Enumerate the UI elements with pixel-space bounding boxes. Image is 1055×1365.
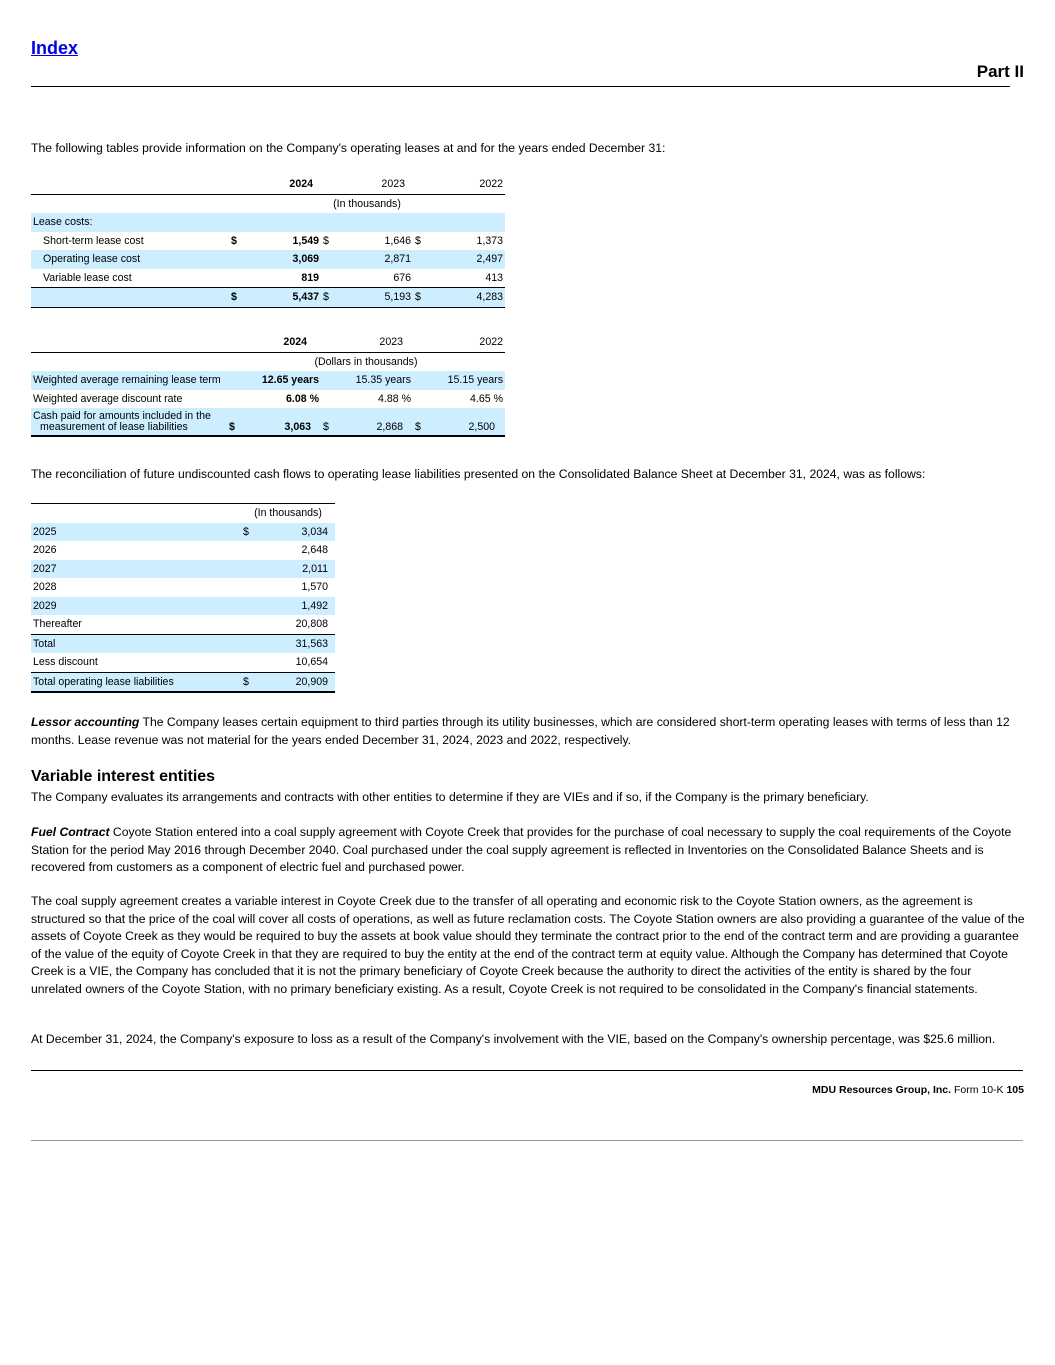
row-value: 1,492 bbox=[261, 597, 335, 616]
row-label: 2027 bbox=[31, 560, 241, 579]
value-2023: 2,868 bbox=[335, 408, 413, 436]
lessor-title: Lessor accounting bbox=[31, 715, 140, 729]
page-footer bbox=[812, 1084, 1024, 1096]
row-label: Less discount bbox=[31, 653, 241, 672]
row-label: 2025 bbox=[31, 523, 241, 542]
table-row bbox=[31, 597, 335, 616]
table-row bbox=[31, 560, 335, 579]
total-2022: 4,283 bbox=[427, 288, 505, 308]
row-value: 20,808 bbox=[261, 615, 335, 634]
dollar-sign: $ bbox=[229, 288, 243, 308]
header-divider bbox=[31, 86, 1010, 87]
row-value: 31,563 bbox=[261, 634, 335, 653]
dollar-sign: $ bbox=[321, 288, 335, 308]
year-header: 2023 bbox=[379, 336, 403, 349]
lease-costs-table bbox=[31, 175, 505, 308]
table-row bbox=[31, 523, 335, 542]
row-value: 1,570 bbox=[301, 581, 328, 594]
value-2024: 819 bbox=[301, 271, 319, 284]
index-link[interactable]: Index bbox=[31, 38, 79, 58]
lessor-text: The Company leases certain equipment to third parties through its utility businesses, which are considered short-term operating leases with terms of less than 12 months. Lease revenue was not material for the years ended December 31, 2024, 2023 and 2022, respectively. bbox=[31, 715, 1010, 747]
table-row bbox=[31, 250, 505, 269]
value-2024: 6.08 % bbox=[286, 392, 319, 405]
row-label: 2026 bbox=[33, 544, 57, 557]
value-2022: 4.65 % bbox=[470, 392, 503, 405]
table-header-row bbox=[31, 333, 505, 352]
value-2023: 1,646 bbox=[384, 234, 411, 247]
total-row bbox=[31, 634, 335, 653]
row-value: 2,011 bbox=[261, 560, 335, 579]
value-2022: 413 bbox=[485, 271, 503, 284]
row-label: Weighted average remaining lease term bbox=[31, 371, 227, 390]
intro-text: The following tables provide information on the Company's operating leases at and for the years ended December 31: bbox=[31, 141, 666, 155]
year-header: 2024 bbox=[289, 178, 313, 191]
dollar-sign: $ bbox=[323, 234, 329, 247]
value-2022: 15.15 years bbox=[427, 371, 505, 390]
vie-intro: The Company evaluates its arrangements and contracts with other entities to determine if they are VIEs and if so, if the Company is the primary beneficiary. bbox=[31, 790, 869, 804]
unit-label: (In thousands) bbox=[241, 504, 335, 523]
vie-heading: Variable interest entities bbox=[31, 768, 216, 785]
value-2024: 3,069 bbox=[243, 250, 321, 269]
year-header: 2023 bbox=[381, 178, 405, 191]
unit-label: (In thousands) bbox=[333, 197, 401, 210]
form-label: Form 10-K bbox=[953, 1084, 1004, 1096]
table-row bbox=[31, 408, 505, 436]
value-2023: 676 bbox=[393, 271, 411, 284]
company-name: MDU Resources Group, Inc. bbox=[812, 1084, 952, 1096]
maturity-table bbox=[31, 503, 335, 693]
lease-terms-table bbox=[31, 333, 505, 437]
value-2022: 1,373 bbox=[476, 234, 503, 247]
table-row bbox=[31, 615, 335, 634]
value-2024: 1,549 bbox=[292, 234, 319, 247]
total-row bbox=[31, 288, 505, 308]
fuel-contract-text: Coyote Station entered into a coal supply agreement with Coyote Creek that provides for the purchase of coal necessary to supply the coal requirements of the Coyote Station for the period May 2016 through December 2040. Coal purchased under the coal supply agreement is reflected in Inventories on the Consolidated Balance Sheets and is recovered from customers as a component of electric fuel and purchased power. bbox=[31, 825, 1012, 874]
page-number: 105 bbox=[1006, 1084, 1024, 1096]
table-row bbox=[31, 232, 505, 251]
total-row bbox=[31, 672, 335, 692]
fuel-contract-title: Fuel Contract bbox=[31, 825, 110, 839]
value-2024: 12.65 years bbox=[241, 371, 321, 390]
row-value: 20,909 bbox=[261, 672, 335, 692]
row-label: Total operating lease liabilities bbox=[31, 672, 241, 692]
dollar-sign: $ bbox=[241, 672, 261, 692]
row-label: Operating lease cost bbox=[31, 250, 229, 269]
row-label: Short-term lease cost bbox=[43, 234, 144, 247]
lessor-paragraph bbox=[31, 714, 1025, 749]
table-row bbox=[31, 371, 505, 390]
value-2024: 3,063 bbox=[241, 408, 321, 436]
table-row bbox=[31, 578, 335, 597]
dollar-sign: $ bbox=[413, 288, 427, 308]
value-2023: 4.88 % bbox=[378, 392, 411, 405]
unit-label: (Dollars in thousands) bbox=[314, 355, 418, 368]
year-header: 2022 bbox=[479, 178, 503, 191]
table-row bbox=[31, 269, 505, 288]
dollar-sign: $ bbox=[241, 523, 261, 542]
value-2023: 2,871 bbox=[335, 250, 413, 269]
coal-supply-paragraph: The coal supply agreement creates a variable interest in Coyote Creek due to the transfer of all operating and economic risk to the Coyote Station owners, as the agreement is structured so that the price of the coal will cover all costs of operations, as well as future reclamation costs. The Coyote Station owners are also providing a guarantee of the value of the assets of Coyote Creek as they would be required to buy the assets at book value should they terminate the contract prior to the end of the contract term and are providing a guarantee of the value of the equity of Coyote Creek in that they are required to buy the entity at the end of the contract term at equity value. Although the Company has determined that Coyote Creek is a VIE, the Company has concluded that it is not the primary beneficiary of Coyote Creek because the authority to direct the activities of the entity is shared by the four unrelated owners of the Coyote Station, with no primary beneficiary existing. As a result, Coyote Creek is not required to be consolidated in the Company's financial statements. bbox=[31, 894, 1025, 996]
footer-divider bbox=[31, 1070, 1023, 1071]
row-label: Thereafter bbox=[31, 615, 241, 634]
row-value: 3,034 bbox=[261, 523, 335, 542]
reconciliation-intro: The reconciliation of future undiscounted cash flows to operating lease liabilities presented on the Consolidated Balance Sheet at December 31, 2024, was as follows: bbox=[31, 467, 926, 481]
row-label-line: measurement of lease liabilities bbox=[40, 421, 188, 433]
value-2023: 15.35 years bbox=[335, 371, 413, 390]
section-label: Lease costs: bbox=[31, 213, 505, 232]
dollar-sign: $ bbox=[321, 408, 335, 436]
row-value: 10,654 bbox=[261, 653, 335, 672]
dollar-sign: $ bbox=[227, 408, 241, 436]
total-2023: 5,193 bbox=[335, 288, 413, 308]
part-label: Part II bbox=[976, 62, 1024, 81]
dollar-sign: $ bbox=[415, 234, 421, 247]
exposure-paragraph: At December 31, 2024, the Company's exposure to loss as a result of the Company's involvement with the VIE, based on the Company's ownership percentage, was $25.6 million. bbox=[31, 1032, 996, 1046]
row-label: 2029 bbox=[31, 597, 241, 616]
dollar-sign: $ bbox=[231, 234, 237, 247]
row-label: 2028 bbox=[33, 581, 57, 594]
bottom-divider bbox=[31, 1140, 1023, 1141]
row-value: 2,648 bbox=[301, 544, 328, 557]
table-header-row bbox=[31, 175, 505, 194]
table-row bbox=[31, 390, 505, 409]
year-header: 2022 bbox=[479, 336, 503, 349]
row-label: Total bbox=[31, 634, 241, 653]
row-label-line: Cash paid for amounts included in the bbox=[33, 410, 211, 422]
year-header: 2024 bbox=[283, 336, 307, 349]
row-label: Weighted average discount rate bbox=[33, 392, 183, 405]
value-2022: 2,500 bbox=[427, 408, 505, 436]
total-2024: 5,437 bbox=[243, 288, 321, 308]
dollar-sign: $ bbox=[413, 408, 427, 436]
table-row bbox=[31, 653, 335, 672]
fuel-contract-paragraph bbox=[31, 824, 1025, 877]
table-row bbox=[31, 541, 335, 560]
row-label: Variable lease cost bbox=[43, 271, 132, 284]
table-row bbox=[31, 213, 505, 232]
value-2022: 2,497 bbox=[427, 250, 505, 269]
